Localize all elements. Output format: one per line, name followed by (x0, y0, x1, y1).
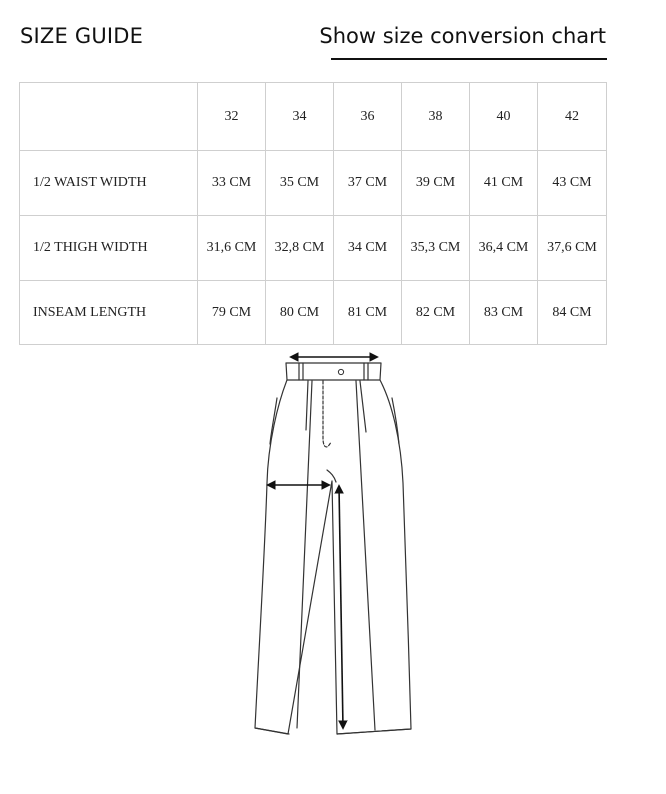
size-header-cell: 40 (470, 83, 538, 151)
table-cell: 37 CM (334, 151, 402, 216)
fly-seam (323, 381, 331, 447)
waistband-outline (286, 363, 381, 380)
size-header-cell: 32 (198, 83, 266, 151)
right-hem (337, 729, 411, 734)
page-title: SIZE GUIDE (20, 24, 144, 48)
size-header-cell: 38 (402, 83, 470, 151)
inseam-measure-arrow (339, 486, 343, 728)
table-cell: 79 CM (198, 281, 266, 345)
table-row-thigh (20, 216, 607, 281)
table-cell: 80 CM (266, 281, 334, 345)
pleat (306, 381, 308, 430)
table-cell: 36,4 CM (470, 216, 538, 281)
table-cell: 32,8 CM (266, 216, 334, 281)
link-underline (331, 58, 607, 60)
size-guide-header (0, 0, 666, 70)
pleat (297, 381, 312, 728)
table-cell: 39 CM (402, 151, 470, 216)
crotch-seam (327, 470, 336, 482)
table-cell: 83 CM (470, 281, 538, 345)
row-label: 1/2 THIGH WIDTH (20, 216, 198, 281)
table-cell: 84 CM (538, 281, 607, 345)
size-table (19, 82, 607, 345)
table-header-row (20, 83, 607, 151)
pleat (360, 381, 366, 432)
size-header-cell: 34 (266, 83, 334, 151)
table-row-inseam (20, 281, 607, 345)
table-row-waist (20, 151, 607, 216)
row-label: INSEAM LENGTH (20, 281, 198, 345)
size-header-cell: 42 (538, 83, 607, 151)
size-header-cell: 36 (334, 83, 402, 151)
table-cell: 37,6 CM (538, 216, 607, 281)
table-cell: 34 CM (334, 216, 402, 281)
pleat (356, 381, 375, 730)
table-cell: 82 CM (402, 281, 470, 345)
size-conversion-link[interactable]: Show size conversion chart (319, 24, 606, 48)
table-cell: 81 CM (334, 281, 402, 345)
left-hem (255, 728, 289, 734)
table-cell: 43 CM (538, 151, 607, 216)
trousers-outline (255, 380, 411, 734)
trousers-diagram (0, 348, 666, 788)
row-label: 1/2 WAIST WIDTH (20, 151, 198, 216)
table-corner-cell (20, 83, 198, 151)
table-cell: 31,6 CM (198, 216, 266, 281)
pocket-left (270, 398, 277, 444)
table-cell: 33 CM (198, 151, 266, 216)
pocket-right (392, 398, 399, 444)
table-cell: 35 CM (266, 151, 334, 216)
table-cell: 35,3 CM (402, 216, 470, 281)
button (338, 369, 343, 374)
table-cell: 41 CM (470, 151, 538, 216)
